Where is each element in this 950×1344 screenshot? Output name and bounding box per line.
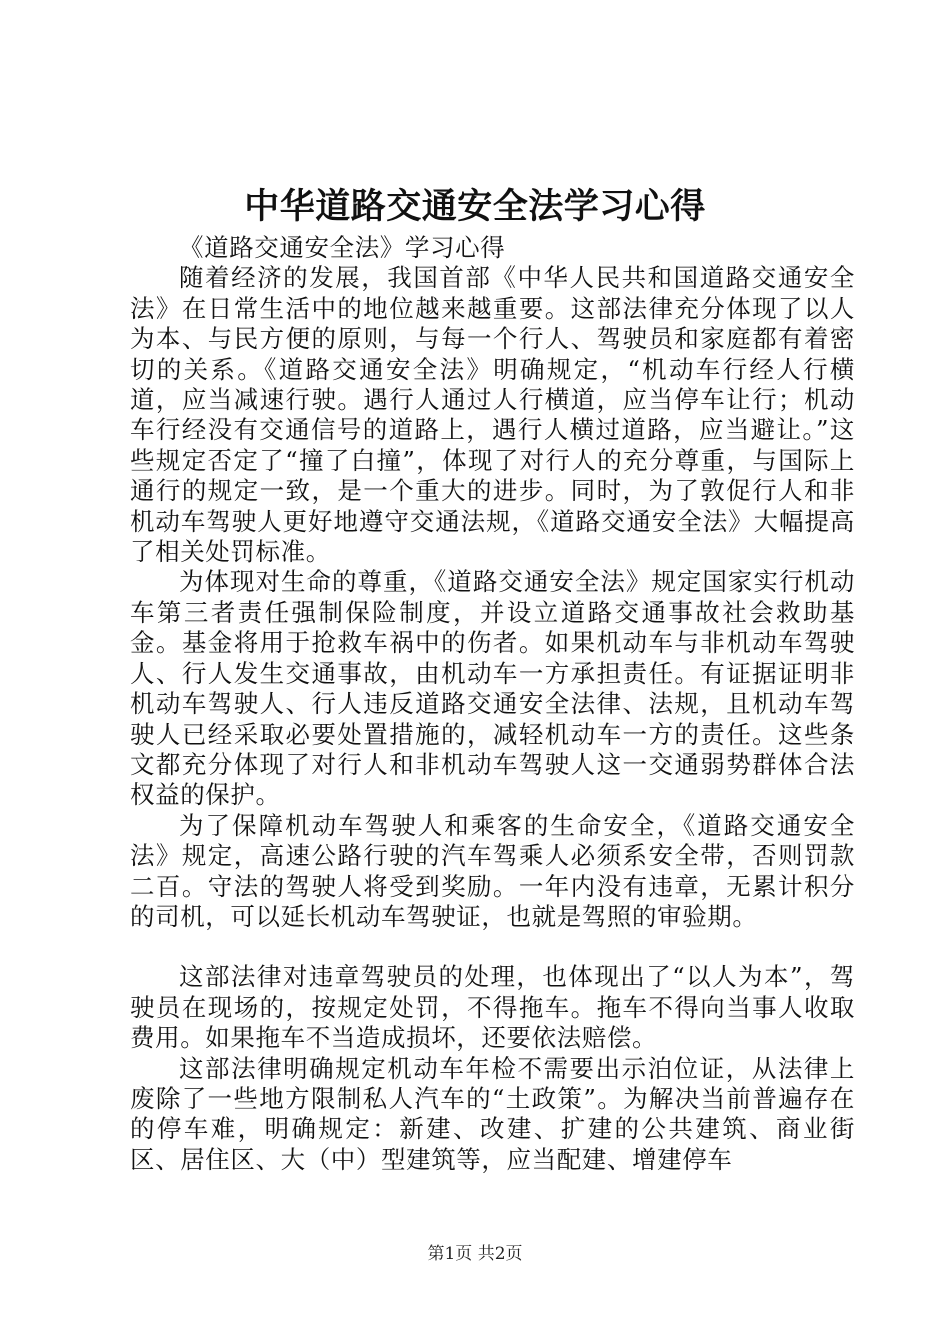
paragraph: 这部法律对违章驾驶员的处理，也体现出了“以人为本”，驾驶员在现场的，按规定处罚，不得拖车。拖车不得向当事人收取费用。如果拖车不当造成损坏，还要依法赔偿。 — [130, 962, 855, 1053]
paragraph-subtitle: 《道路交通安全法》学习心得 — [179, 233, 506, 262]
paragraph: 为了保障机动车驾驶人和乘客的生命安全，《道路交通安全法》规定，高速公路行驶的汽车驾乘人必须系安全带，否则罚款二百。守法的驾驶人将受到奖励。一年内没有违章，无累计积分的司机，可以延长机动车驾驶证，也就是驾照的审验期。 — [130, 810, 855, 931]
page-number-footer: 第1页 共2页 — [427, 1244, 523, 1264]
paragraph: 这部法律明确规定机动车年检不需要出示泊位证，从法律上废除了一些地方限制私人汽车的“土政策”。为解决当前普遍存在的停车难，明确规定：新建、改建、扩建的公共建筑、商业街区、居住区、大（中）型建筑等，应当配建、增建停车 — [130, 1053, 855, 1174]
paragraph: 随着经济的发展，我国首部《中华人民共和国道路交通安全法》在日常生活中的地位越来越重要。这部法律充分体现了以人为本、与民方便的原则，与每一个行人、驾驶员和家庭都有着密切的关系。《道路交通安全法》明确规定，“机动车行经人行横道，应当减速行驶。遇行人通过人行横道，应当停车让行；机动车行经没有交通信号的道路上，遇行人横过道路，应当避让。”这些规定否定了“撞了白撞”，体现了对行人的充分尊重，与国际上通行的规定一致，是一个重大的进步。同时，为了敦促行人和非机动车驾驶人更好地遵守交通法规，《道路交通安全法》大幅提高了相关处罚标准。 — [130, 263, 855, 567]
paragraph: 为体现对生命的尊重，《道路交通安全法》规定国家实行机动车第三者责任强制保险制度，并设立道路交通事故社会救助基金。基金将用于抢救车祸中的伤者。如果机动车与非机动车驾驶人、行人发生交通事故，由机动车一方承担责任。有证据证明非机动车驾驶人、行人违反道路交通安全法律、法规，且机动车驾驶人已经采取必要处置措施的，减轻机动车一方的责任。这些条文都充分体现了对行人和非机动车驾驶人这一交通弱势群体合法权益的保护。 — [130, 567, 855, 810]
document-title: 中华道路交通安全法学习心得 — [244, 187, 706, 227]
document-body — [130, 233, 855, 1175]
